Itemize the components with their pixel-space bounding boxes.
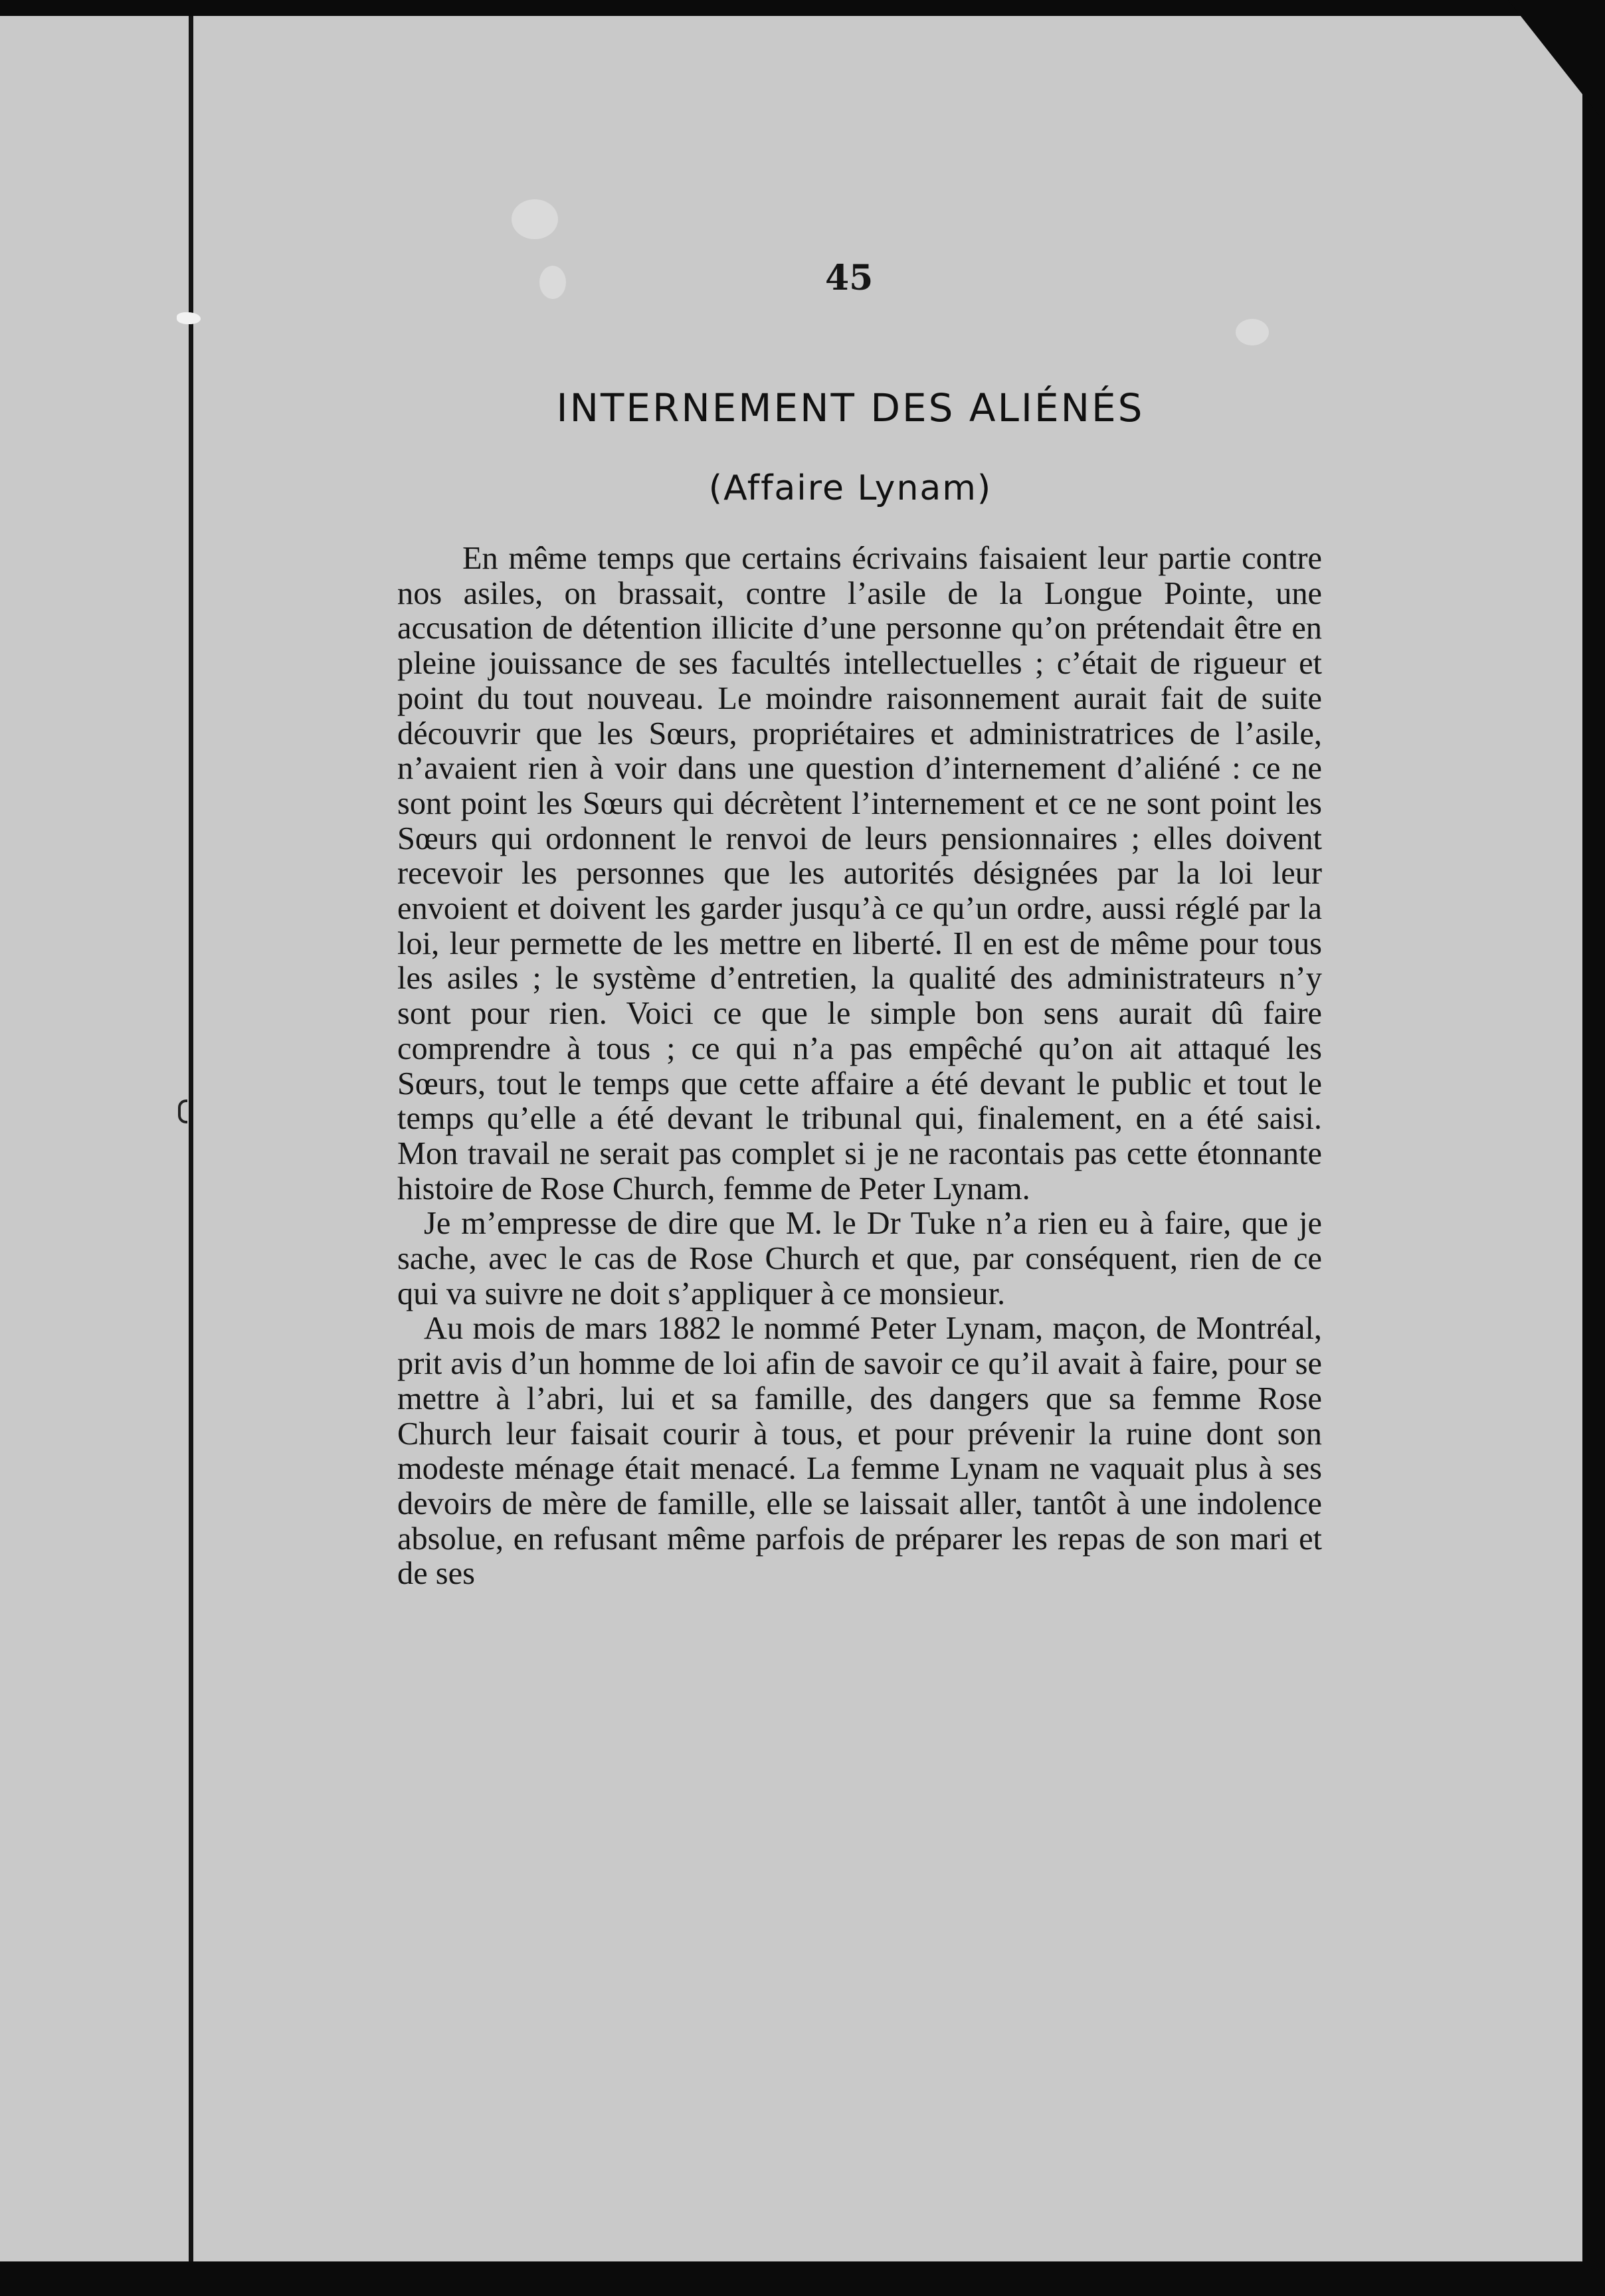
paper-speck [539,266,566,299]
page-number: 45 [825,258,874,298]
folded-corner [1508,0,1605,126]
binding-line [189,16,193,2261]
paper-speck [1236,319,1269,345]
binding-clip [178,1100,187,1123]
paragraph-1: En même temps que certains écrivains faisaient leur partie contre nos asiles, on brassait, contre l’asile de la Longue Pointe, une accusation de détention illicite d’une personne qu’on prétendait être en pleine jouissance de ses facultés intellectuelles ; c’était de rigueur et point du tout nouveau. Le moindre raisonnement aurait fait de suite découvrir que les Sœurs, propriétaires et administratrices de l’asile, n’avaient rien à voir dans une question d’internement d’aliéné : ce ne sont point les Sœurs qui décrètent l’internement et ce ne sont point les Sœurs qui ordonnent le renvoi de leurs pensionnaires ; elles doivent recevoir les personnes que les autorités désignées par la loi leur envoient et doivent les garder jusqu’à ce qu’un ordre, aussi réglé par la loi, leur permette de les mettre en liberté. Il en est de même pour tous les asiles ; le système d’entretien, la qualité des administrateurs n’y sont pour rien. Voici ce que le simple bon sens aurait dû faire comprendre à tous ; ce qui n’a pas empêché qu’on ait attaqué les Sœurs, tout le temps que cette affaire a été devant le public et tout le temps qu’elle a été devant le tribunal qui, finalement, en a été saisi. Mon travail ne serait pas complet si je ne racontais pas cette étonnante histoire de Rose Church, femme de Peter Lynam. [397,541,1322,1206]
scan-border-bottom [0,2261,1605,2296]
chapter-title: INTERNEMENT DES ALIÉNÉS [556,385,1145,430]
scan-border-right [1582,0,1605,2296]
scan-border-top [0,0,1605,16]
paragraph-2: Je m’empresse de dire que M. le Dr Tuke n’a rien eu à faire, que je sache, avec le cas de Rose Church et que, par conséquent, rien de ce qui va suivre ne doit s’appliquer à ce monsieur. [397,1206,1322,1311]
binding-notch [177,312,201,324]
paper-speck [512,199,558,239]
chapter-subtitle: (Affaire Lynam) [708,468,992,508]
body-text [397,541,1322,1592]
paragraph-3: Au mois de mars 1882 le nommé Peter Lynam, maçon, de Montréal, prit avis d’un homme de loi afin de savoir ce qu’il avait à faire, pour se mettre à l’abri, lui et sa famille, des dangers que sa femme Rose Church leur faisait courir à tous, et pour prévenir la ruine dont son modeste ménage était menacé. La femme Lynam ne vaquait plus à ses devoirs de mère de famille, elle se laissait aller, tantôt à une indolence absolue, en refusant même parfois de préparer les repas de son mari et de ses [397,1311,1322,1592]
